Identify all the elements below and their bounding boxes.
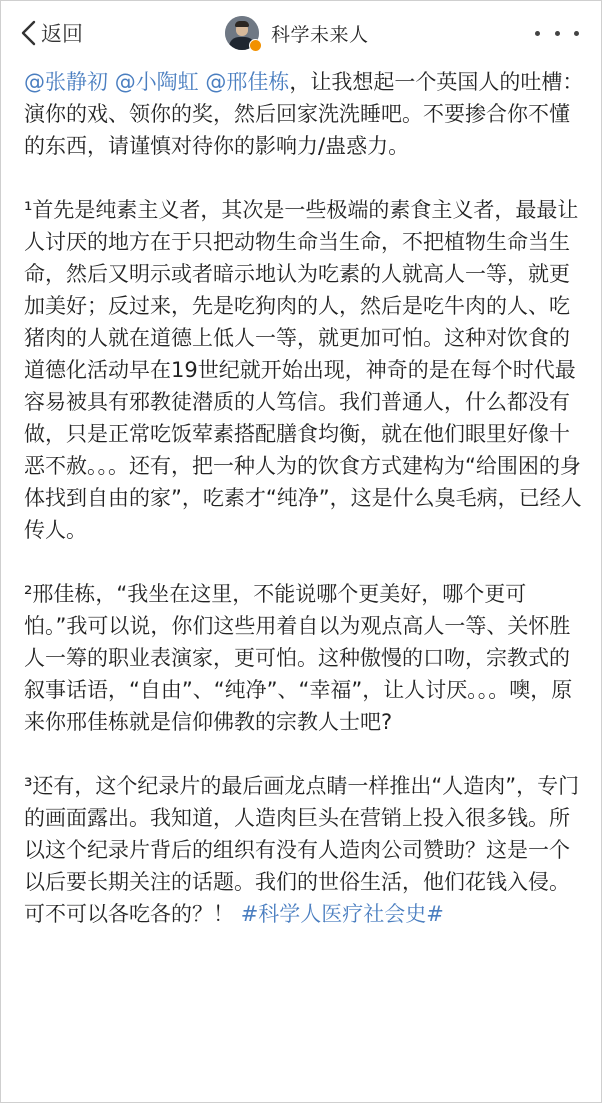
hashtag-link[interactable]: #科学人医疗社会史# <box>240 902 444 926</box>
account-header[interactable] <box>225 15 369 51</box>
verified-badge-icon <box>249 39 262 52</box>
top-navigation-bar <box>1 1 601 64</box>
more-options-button[interactable] <box>535 23 579 43</box>
paragraph-3-text: ³还有，这个纪录片的最后画龙点睛一样推出“人造肉”，专门的画面露出。我知道，人造肉巨头在营销上投入很多钱。所以这个纪录片背后的组织有没有人造肉公司赞助？这是一个以后要长期关注的话题。我们的世俗生活，他们花钱入侵。可不可以各吃各的？！ <box>24 774 580 926</box>
mention-link[interactable]: @张静初 <box>24 70 108 94</box>
back-label: 返回 <box>41 22 83 46</box>
post-intro-paragraph <box>24 66 586 162</box>
mention-link[interactable]: @小陶虹 <box>114 70 199 94</box>
post-paragraph-2: ²邢佳栋，“我坐在这里，不能说哪个更美好，哪个更可怕。”我可以说，你们这些用着自以为观点高人一等、关怀胜人一筹的职业表演家，更可怕。这种傲慢的口吻，宗教式的叙事话语，“自由”、“纯净”、“幸福”，让人讨厌。。。噢，原来你邢佳栋就是信仰佛教的宗教人士吧? <box>24 582 573 734</box>
post-paragraph-3 <box>24 770 586 930</box>
chevron-left-icon <box>19 15 39 51</box>
account-name: 科学未来人 <box>271 23 369 46</box>
more-dot <box>574 31 579 36</box>
intro-text: ，让我想起一个英国人的吐槽：演你的戏、领你的奖，然后回家洗洗睡吧。不要掺合你不懂的东西，请谨慎对待你的影响力/蛊惑力。 <box>24 70 584 158</box>
mention-link[interactable]: @邢佳栋 <box>205 70 290 94</box>
user-avatar-icon[interactable] <box>225 16 259 50</box>
post-paragraph-1: ¹首先是纯素主义者，其次是一些极端的素食主义者，最最让人讨厌的地方在于只把动物生命当生命，不把植物生命当生命，然后又明示或者暗示地认为吃素的人就高人一等，就更加美好；反过来，先是吃狗肉的人，然后是吃牛肉的人、吃猪肉的人就在道德上低人一等，就更加可怕。这种对饮食的道德化活动早在19世纪就开始出现，神奇的是在每个时代最容易被具有邪教徒潜质的人笃信。我们普通人，什么都没有做，只是正常吃饭荤素搭配膳食均衡，就在他们眼里好像十恶不赦。。。还有，把一种人为的饮食方式建构为“给围困的身体找到自由的家”，吃素才“纯净”，这是什么臭毛病，已经人传人。 <box>24 198 582 542</box>
more-dot <box>555 31 560 36</box>
more-dot <box>535 31 540 36</box>
post-body <box>24 66 586 930</box>
back-button[interactable] <box>19 15 83 51</box>
